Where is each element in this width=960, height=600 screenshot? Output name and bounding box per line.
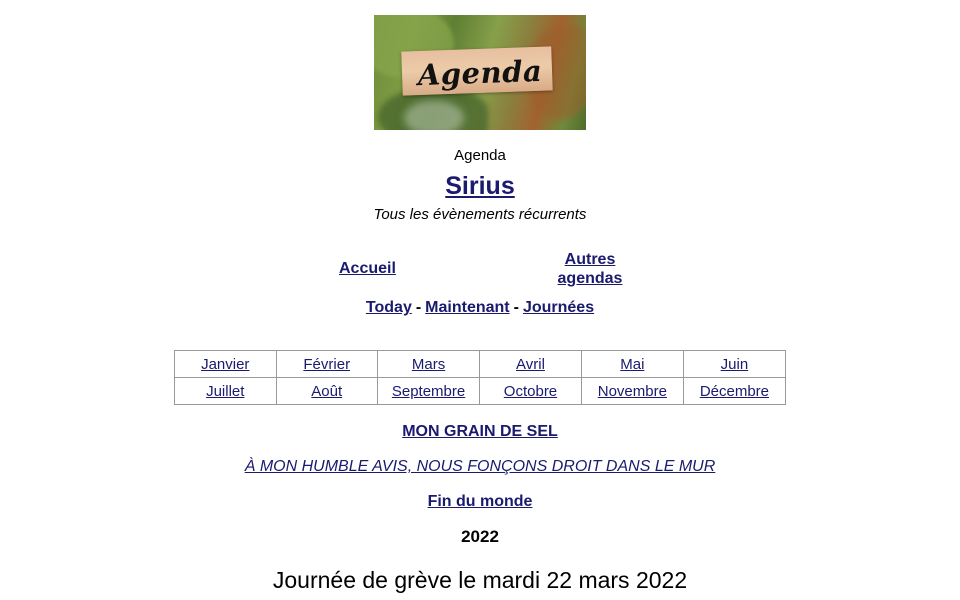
opinion-link[interactable]: À MON HUMBLE AVIS, NOUS FONÇONS DROIT DANS LE MUR [244, 458, 716, 475]
month-cell-avril[interactable] [480, 351, 582, 378]
month-cell-mars[interactable] [377, 351, 479, 378]
nav-item-accueil[interactable] [339, 260, 396, 278]
month-link-fevrier[interactable]: Février [303, 355, 351, 373]
nav-link-autres-agendas[interactable] [558, 251, 623, 287]
agenda-banner-image [374, 15, 586, 130]
nav-link-autres-agendas-line2: agendas [557, 270, 623, 287]
page-subtitle: Tous les évènements récurrents [373, 206, 587, 223]
secondary-nav [0, 298, 960, 318]
month-link-novembre[interactable]: Novembre [597, 382, 667, 400]
month-link-octobre[interactable]: Octobre [503, 382, 558, 400]
month-cell-janvier[interactable] [175, 351, 277, 378]
month-link-mai[interactable]: Mai [620, 355, 645, 373]
month-cell-octobre[interactable] [480, 378, 582, 405]
month-link-aout[interactable]: Août [311, 382, 343, 400]
banner-brush-stroke-4 [404, 100, 464, 130]
month-cell-juin[interactable] [683, 351, 785, 378]
table-row [175, 351, 786, 378]
months-table [174, 350, 786, 405]
nav-link-autres-agendas-line1: Autres [564, 251, 616, 268]
category-link[interactable]: Fin du monde [427, 493, 533, 510]
table-row [175, 378, 786, 405]
nav-link-journees[interactable]: Journées [522, 299, 595, 316]
primary-nav [0, 249, 960, 289]
event-entry: Journée de grève le mardi 22 mars 2022 [272, 567, 688, 593]
nav-link-accueil[interactable]: Accueil [339, 260, 396, 277]
month-link-janvier[interactable]: Janvier [201, 355, 250, 373]
page-title [0, 172, 960, 200]
category-fin-du-monde[interactable] [0, 491, 960, 513]
nav-link-maintenant[interactable]: Maintenant [425, 299, 510, 316]
opinion-text[interactable] [0, 456, 960, 478]
month-cell-aout[interactable] [276, 378, 377, 405]
month-cell-fevrier[interactable] [276, 351, 377, 378]
month-link-juin[interactable]: Juin [720, 355, 749, 373]
site-title-link[interactable]: Sirius [445, 172, 515, 200]
month-cell-novembre[interactable] [581, 378, 683, 405]
nav-separator-1: - [415, 299, 422, 316]
agenda-label: Agenda [454, 147, 506, 164]
month-cell-mai[interactable] [581, 351, 683, 378]
banner-plaque-text: Agenda [417, 53, 543, 93]
month-link-decembre[interactable]: Décembre [699, 382, 770, 400]
nav-item-autres-agendas[interactable] [551, 250, 629, 288]
month-link-avril[interactable]: Avril [516, 355, 545, 373]
months-table-container [0, 350, 960, 405]
month-link-septembre[interactable]: Septembre [391, 382, 466, 400]
year-heading: 2022 [461, 527, 499, 546]
month-link-mars[interactable]: Mars [411, 355, 446, 373]
nav-link-today[interactable]: Today [365, 299, 412, 316]
banner-container [0, 0, 960, 130]
month-cell-decembre[interactable] [683, 378, 785, 405]
month-link-juillet[interactable]: Juillet [206, 382, 245, 400]
section-title-link[interactable]: MON GRAIN DE SEL [402, 423, 558, 440]
section-title-mon-grain-de-sel[interactable] [0, 421, 960, 443]
month-cell-septembre[interactable] [377, 378, 479, 405]
month-cell-juillet[interactable] [175, 378, 277, 405]
nav-separator-2: - [513, 299, 519, 316]
